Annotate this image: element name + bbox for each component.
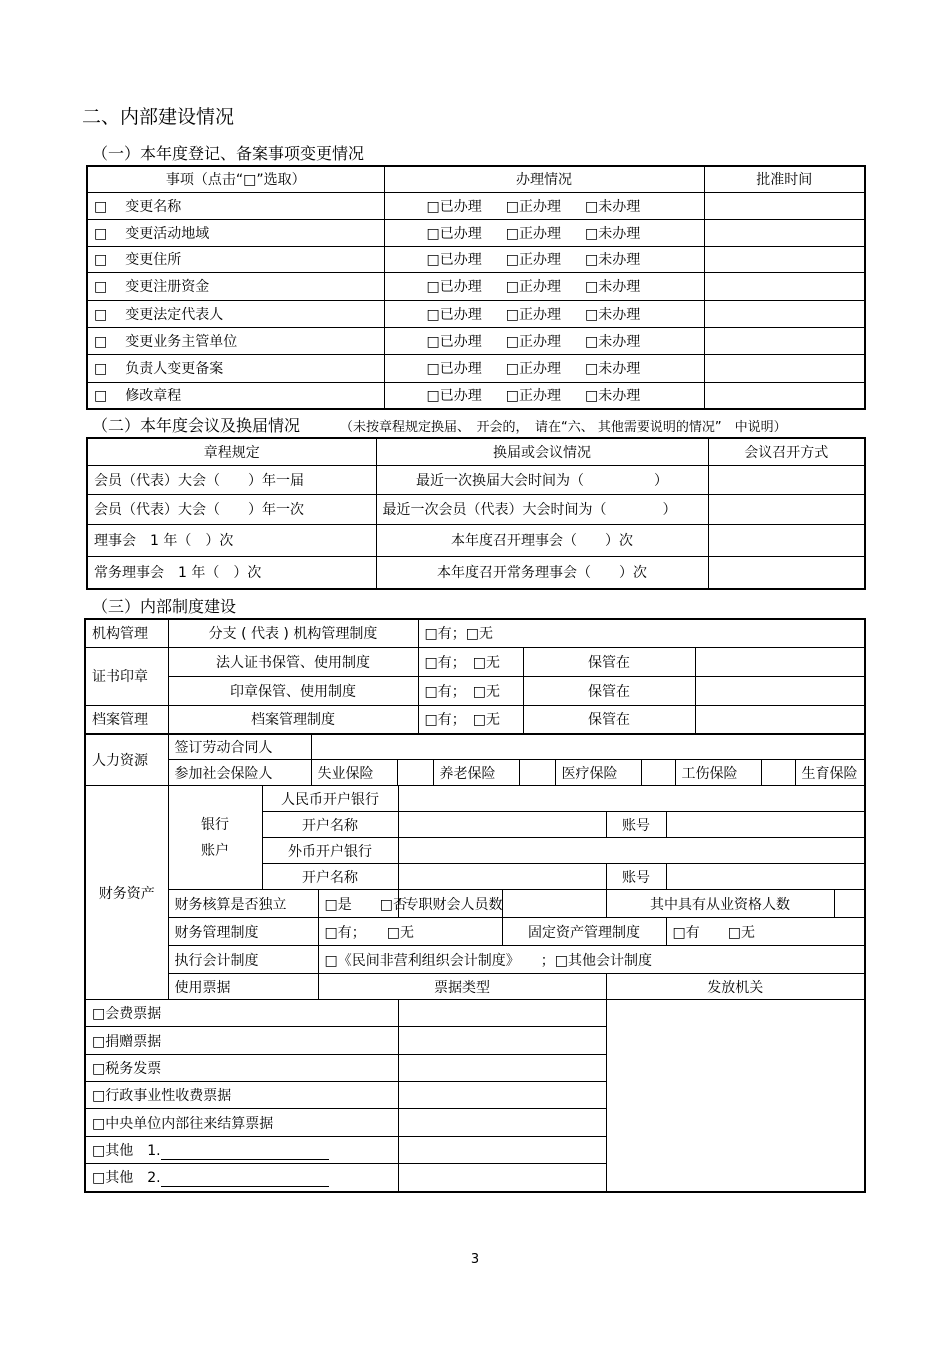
rule-cell: 会员（代表）大会（ ）年一届 [87,465,376,494]
table-row [87,192,865,219]
table-row [85,1082,865,1109]
item-label: 变更业务主管单位 [125,333,238,350]
approval-time-field[interactable] [704,300,865,327]
keep-at-label: 保管在 [523,647,695,676]
table-row [87,465,865,494]
item-checkbox[interactable]: □ [94,361,108,377]
account-no-label: 账号 [606,812,666,838]
bank-row-label: 人民币开户银行 [262,786,398,812]
approval-time-field[interactable] [704,354,865,382]
item-label: 变更法定代表人 [125,306,224,323]
status-done[interactable]: □已办理 [426,279,482,295]
item-label: 变更住所 [125,252,182,268]
account-name-field[interactable] [398,864,606,890]
table-row [87,219,865,246]
change-item [87,327,384,354]
status-options [384,354,704,382]
system-item: 分支 ( 代表 ) 机构管理制度 [168,619,418,647]
issuer-field[interactable] [398,1082,606,1109]
status-done[interactable]: □已办理 [426,198,482,215]
item-checkbox[interactable]: □ [94,333,108,350]
item-label: 变更活动地域 [125,225,210,242]
table-row [87,300,865,327]
hr-item: 签订劳动合同人 [168,734,311,760]
category-cell: 档案管理 [85,705,168,734]
table-row [85,1000,865,1027]
change-item [87,300,384,327]
status-options [384,246,704,272]
rule-cell: 常务理事会 1 年（ ）次 [87,556,376,589]
has-none-checkbox[interactable]: □有；□无 [418,619,865,647]
insurance-label: 养老保险 [433,760,519,786]
status-in-progress[interactable]: □正办理 [505,198,561,215]
invoice-type-cell [85,1164,398,1192]
issuer-field[interactable] [398,1109,606,1137]
item-label: 变更注册资金 [125,279,210,295]
change-item [87,246,384,272]
invoice-checkbox[interactable]: □其他 2. [92,1170,161,1187]
insurance-label: 失业保险 [311,760,397,786]
invoice-type-header: 票据类型 [318,974,606,1000]
change-item [87,219,384,246]
status-options [384,272,704,300]
invoice-checkbox[interactable]: □捐赠票据 [92,1033,162,1050]
approval-time-field[interactable] [704,272,865,300]
item-label: 负责人变更备案 [125,361,224,377]
status-not-done[interactable]: □未办理 [584,388,641,405]
accounting-independent-label: 财务核算是否独立 [168,890,318,918]
invoice-type-cell [85,1027,398,1055]
col-header-status: 办理情况 [384,166,704,192]
keep-at-label: 保管在 [523,705,695,734]
change-item [87,382,384,409]
status-in-progress[interactable]: □正办理 [505,279,561,295]
invoice-checkbox[interactable]: □中央单位内部往来结算票据 [92,1115,274,1132]
table-row [85,1027,865,1055]
item-checkbox[interactable]: □ [94,198,108,215]
invoice-checkbox[interactable]: □其他 1. [92,1143,161,1159]
insurance-field[interactable] [641,760,675,786]
invoice-type-cell [85,1137,398,1164]
hr-item: 参加社会保险人 [168,760,311,786]
keep-at-label: 保管在 [523,676,695,705]
table-row [87,524,865,556]
insurance-field[interactable] [397,760,433,786]
status-done[interactable]: □已办理 [426,361,482,377]
has-none-checkbox[interactable]: □有； □无 [418,647,523,676]
meeting-cell: 本年度召开常务理事会（ ）次 [376,556,708,589]
has-none-checkbox[interactable]: □有； □无 [318,918,502,946]
col-header-item: 事项（点击“□”选取） [87,166,384,192]
section-heading: 二、内部建设情况 [82,106,235,128]
bank-row-label: 开户名称 [262,864,398,890]
status-done[interactable]: □已办理 [426,306,482,323]
category-cell: 人力资源 [85,734,168,786]
status-done[interactable]: □已办理 [426,252,482,268]
col-header-meeting: 换届或会议情况 [376,438,708,465]
table-row [85,1055,865,1082]
item-label: 修改章程 [125,388,182,405]
table-row [85,1137,865,1164]
meeting-cell: 本年度召开理事会（ ）次 [376,524,708,556]
item-label: 变更名称 [125,198,182,215]
status-not-done[interactable]: □未办理 [584,333,641,350]
issuer-field[interactable] [398,1055,606,1082]
status-in-progress[interactable]: □正办理 [505,306,561,323]
insurance-label: 医疗保险 [555,760,641,786]
keep-at-field[interactable] [695,705,865,734]
blank-line[interactable] [161,1145,329,1160]
status-in-progress[interactable]: □正办理 [505,388,561,405]
issuer-header: 发放机关 [606,974,865,1000]
system-item: 档案管理制度 [168,705,418,734]
status-in-progress[interactable]: □正办理 [505,225,561,242]
status-done[interactable]: □已办理 [426,225,482,242]
status-in-progress[interactable]: □正办理 [505,361,561,377]
issuer-field[interactable] [398,1027,606,1055]
table-row [87,327,865,354]
method-cell[interactable] [708,556,865,589]
item-checkbox[interactable]: □ [94,252,108,268]
bank-field[interactable] [398,786,865,812]
invoice-type-cell [85,1082,398,1109]
invoice-type-cell [85,1109,398,1137]
system-table [84,618,866,735]
meeting-cell: 最近一次会员（代表）大会时间为（ ） [376,494,708,524]
has-none-checkbox[interactable]: □有； □无 [418,705,523,734]
accounting-rule-label: 执行会计制度 [168,946,318,974]
status-options [384,300,704,327]
col-header-method: 会议召开方式 [708,438,865,465]
qualified-count-label: 其中具有从业资格人数 [606,890,834,918]
status-done[interactable]: □已办理 [426,388,482,405]
table-row [87,556,865,589]
insurance-label: 生育保险 [795,760,865,786]
status-not-done[interactable]: □未办理 [584,198,641,215]
approval-time-field[interactable] [704,246,865,272]
meeting-table [86,437,866,590]
col-header-rule: 章程规定 [87,438,376,465]
qualified-count-field[interactable] [834,890,865,918]
table-row [85,1109,865,1137]
insurance-field[interactable] [519,760,555,786]
bank-row-label: 外币开户银行 [262,838,398,864]
status-options [384,219,704,246]
invoice-type-cell [85,1055,398,1082]
table-row [87,246,865,272]
s1-title: （一）本年度登记、备案事项变更情况 [92,144,365,163]
page-number: 3 [470,1252,480,1267]
item-checkbox[interactable]: □ [94,388,108,405]
item-checkbox[interactable]: □ [94,279,108,295]
blank-line[interactable] [161,1172,329,1187]
s2-title: （二）本年度会议及换届情况 [92,416,301,435]
invoice-checkbox[interactable]: □会费票据 [92,1006,162,1022]
hr-table [84,733,866,786]
bank-field[interactable] [398,838,865,864]
issuer-field[interactable] [398,1000,606,1027]
table-row [85,1164,865,1192]
rule-cell: 理事会 1 年（ ）次 [87,524,376,556]
table-row [87,494,865,524]
issuer-field[interactable] [398,1137,606,1164]
status-not-done[interactable]: □未办理 [584,361,641,377]
status-not-done[interactable]: □未办理 [584,279,641,295]
category-cell: 财务资产 [85,786,168,1000]
change-item [87,272,384,300]
status-options [384,382,704,409]
has-none-checkbox[interactable]: □有 □无 [666,918,865,946]
method-cell[interactable] [708,494,865,524]
item-checkbox[interactable]: □ [94,225,108,242]
change-item [87,354,384,382]
table-row [87,354,865,382]
category-cell: 证书印章 [85,647,168,705]
meeting-cell: 最近一次换届大会时间为（ ） [376,465,708,494]
status-not-done[interactable]: □未办理 [584,306,641,323]
s2-note: （未按章程规定换届、 开会的， 请在“六、 其他需要说明的情况” 中说明） [340,420,787,435]
accountant-count-label: 专职财会人员数 [398,890,502,918]
status-options [384,327,704,354]
insurance-field[interactable] [761,760,795,786]
account-no-field[interactable] [666,864,865,890]
fixed-asset-label: 固定资产管理制度 [502,918,666,946]
invoice-checkbox[interactable]: □税务发票 [92,1061,162,1077]
status-not-done[interactable]: □未办理 [584,225,641,242]
category-cell: 机构管理 [85,619,168,647]
status-options [384,192,704,219]
status-done[interactable]: □已办理 [426,333,482,350]
approval-time-field[interactable] [704,192,865,219]
contract-field[interactable] [311,734,865,760]
keep-at-field[interactable] [695,647,865,676]
bank-label: 银行 [201,816,229,833]
system-item: 印章保管、使用制度 [168,676,418,705]
s3-title: （三）内部制度建设 [92,597,237,616]
table-row [87,272,865,300]
has-none-checkbox[interactable]: □有； □无 [418,676,523,705]
bank-account-label [168,786,262,890]
account-label: 账户 [201,842,229,859]
change-table [86,165,866,410]
finance-table [84,785,866,1193]
accounting-rule-options[interactable]: □《民间非营利组织会计制度》 ；□其他会计制度 [318,946,865,974]
issuer-field[interactable] [398,1164,606,1192]
table-row [87,382,865,409]
approval-time-field[interactable] [704,219,865,246]
account-name-field[interactable] [398,812,606,838]
yes-no-checkbox[interactable]: □是 □否 [318,890,398,918]
change-item [87,192,384,219]
keep-at-field[interactable] [695,676,865,705]
status-not-done[interactable]: □未办理 [584,252,641,268]
invoice-checkbox[interactable]: □行政事业性收费票据 [92,1088,232,1104]
invoice-type-cell [85,1000,398,1027]
invoice-label: 使用票据 [168,974,318,1000]
rule-cell: 会员（代表）大会（ ）年一次 [87,494,376,524]
method-cell[interactable] [708,524,865,556]
status-in-progress[interactable]: □正办理 [505,333,561,350]
finance-system-label: 财务管理制度 [168,918,318,946]
item-checkbox[interactable]: □ [94,306,108,323]
accountant-count-field[interactable] [502,890,606,918]
status-in-progress[interactable]: □正办理 [505,252,561,268]
account-no-field[interactable] [666,812,865,838]
col-header-approval: 批准时间 [704,166,865,192]
bank-row-label: 开户名称 [262,812,398,838]
system-item: 法人证书保管、使用制度 [168,647,418,676]
method-cell[interactable] [708,465,865,494]
approval-time-field[interactable] [704,327,865,354]
approval-time-field[interactable] [704,382,865,409]
insurance-label: 工伤保险 [675,760,761,786]
account-no-label: 账号 [606,864,666,890]
